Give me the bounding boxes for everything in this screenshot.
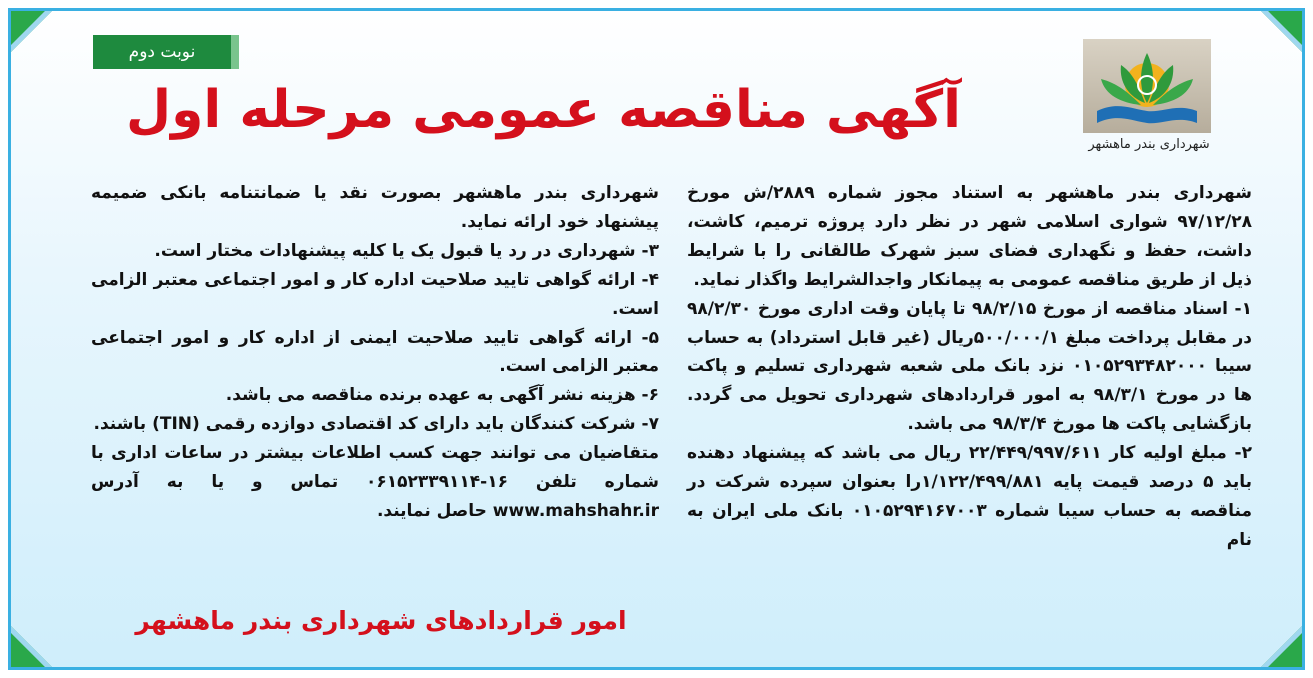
- clause-4: ۴- ارائه گواهی تایید صلاحیت اداره کار و امور اجتماعی معتبر الزامی است.: [91, 269, 659, 319]
- clause-2: ۲- مبلغ اولیه کار ۲۲/۴۴۹/۹۹۷/۶۱۱ ریال می باشد که پیشنهاد دهنده باید ۵ درصد قیمت پایه ۱/۱۲۲/۴۹۹/۸۸۱را بعنوان سپرده شرکت در مناقصه به حساب سیبا شماره ۰۱۰۵۲۹۴۱۶۷۰۰۳ بانک ملی ایران به نام: [687, 443, 1252, 550]
- notice-body-right-column: [687, 179, 1252, 555]
- intro-paragraph: شهرداری بندر ماهشهر به استناد مجوز شماره ۲۸۸۹/ش مورخ ۹۷/۱۲/۲۸ شوارى اسلامى شهر در نظر دارد پروژه ترمیم، کاشت، داشت، حفظ و نگهداری فضای سبز شهرک طالقانی را با شرایط ذیل از طریق مناقصه عمومی به پیمانکار واجدالشرایط واگذار نماید.: [687, 183, 1252, 290]
- clause-5: ۵- ارائه گواهی تایید صلاحیت ایمنی از اداره کار و امور اجتماعی معتبر الزامی است.: [91, 327, 659, 377]
- corner-ornament: [1261, 626, 1305, 670]
- corner-ornament: [8, 8, 52, 52]
- notice-body-left-column: [91, 179, 659, 526]
- corner-ornament: [8, 626, 52, 670]
- contact-paragraph: متقاضیان می توانند جهت کسب اطلاعات بیشتر در ساعات اداری با شماره تلفن ۱۶-۰۶۱۵۲۳۳۹۱۱۴ تماس و یا به آدرس www.mahshahr.ir حاصل نمایند.: [91, 443, 659, 521]
- clause-6: ۶- هزینه نشر آگهی به عهده برنده مناقصه می باشد.: [225, 385, 659, 406]
- logo-image: [1083, 39, 1211, 133]
- corner-ornament: [1261, 8, 1305, 52]
- issuer-signature: امور قراردادهای شهرداری بندر ماهشهر: [135, 606, 627, 635]
- clause-7: ۷- شرکت کنندگان باید دارای کد اقتصادی دوازده رقمی (TIN) باشند.: [93, 414, 659, 435]
- clause-1: ۱- اسناد مناقصه از مورخ ۹۸/۲/۱۵ تا پایان وقت اداری مورخ ۹۸/۲/۳۰ در مقابل پرداخت مبلغ ۵۰۰/۰۰۰/۱ریال (غیر قابل استرداد) به حساب سیبا ۰۱۰۵۲۹۳۴۸۲۰۰۰ نزد بانک ملی شعبه شهرداری تسلیم و پاکت ها در مورخ ۹۸/۳/۱ به امور قراردادهای شهرداری تحویل می گردد. بازگشایی پاکت ها مورخ ۹۸/۳/۴ می باشد.: [687, 298, 1252, 435]
- notice-frame: [8, 8, 1305, 670]
- publication-round-badge: نوبت دوم: [93, 35, 239, 69]
- municipality-logo: [1075, 39, 1223, 159]
- lotus-sun-icon: [1083, 39, 1211, 133]
- notice-title: آگهی مناقصه عمومی مرحله اول: [125, 80, 961, 140]
- logo-caption: شهرداری بندر ماهشهر: [1088, 137, 1210, 152]
- clause-2-continued: شهرداری بندر ماهشهر بصورت نقد یا ضمانتنامه بانکی ضمیمه پیشنهاد خود ارائه نماید.: [91, 183, 659, 232]
- clause-3: ۳- شهرداری در رد یا قبول یک یا کلیه پیشنهادات مختار است.: [154, 240, 659, 261]
